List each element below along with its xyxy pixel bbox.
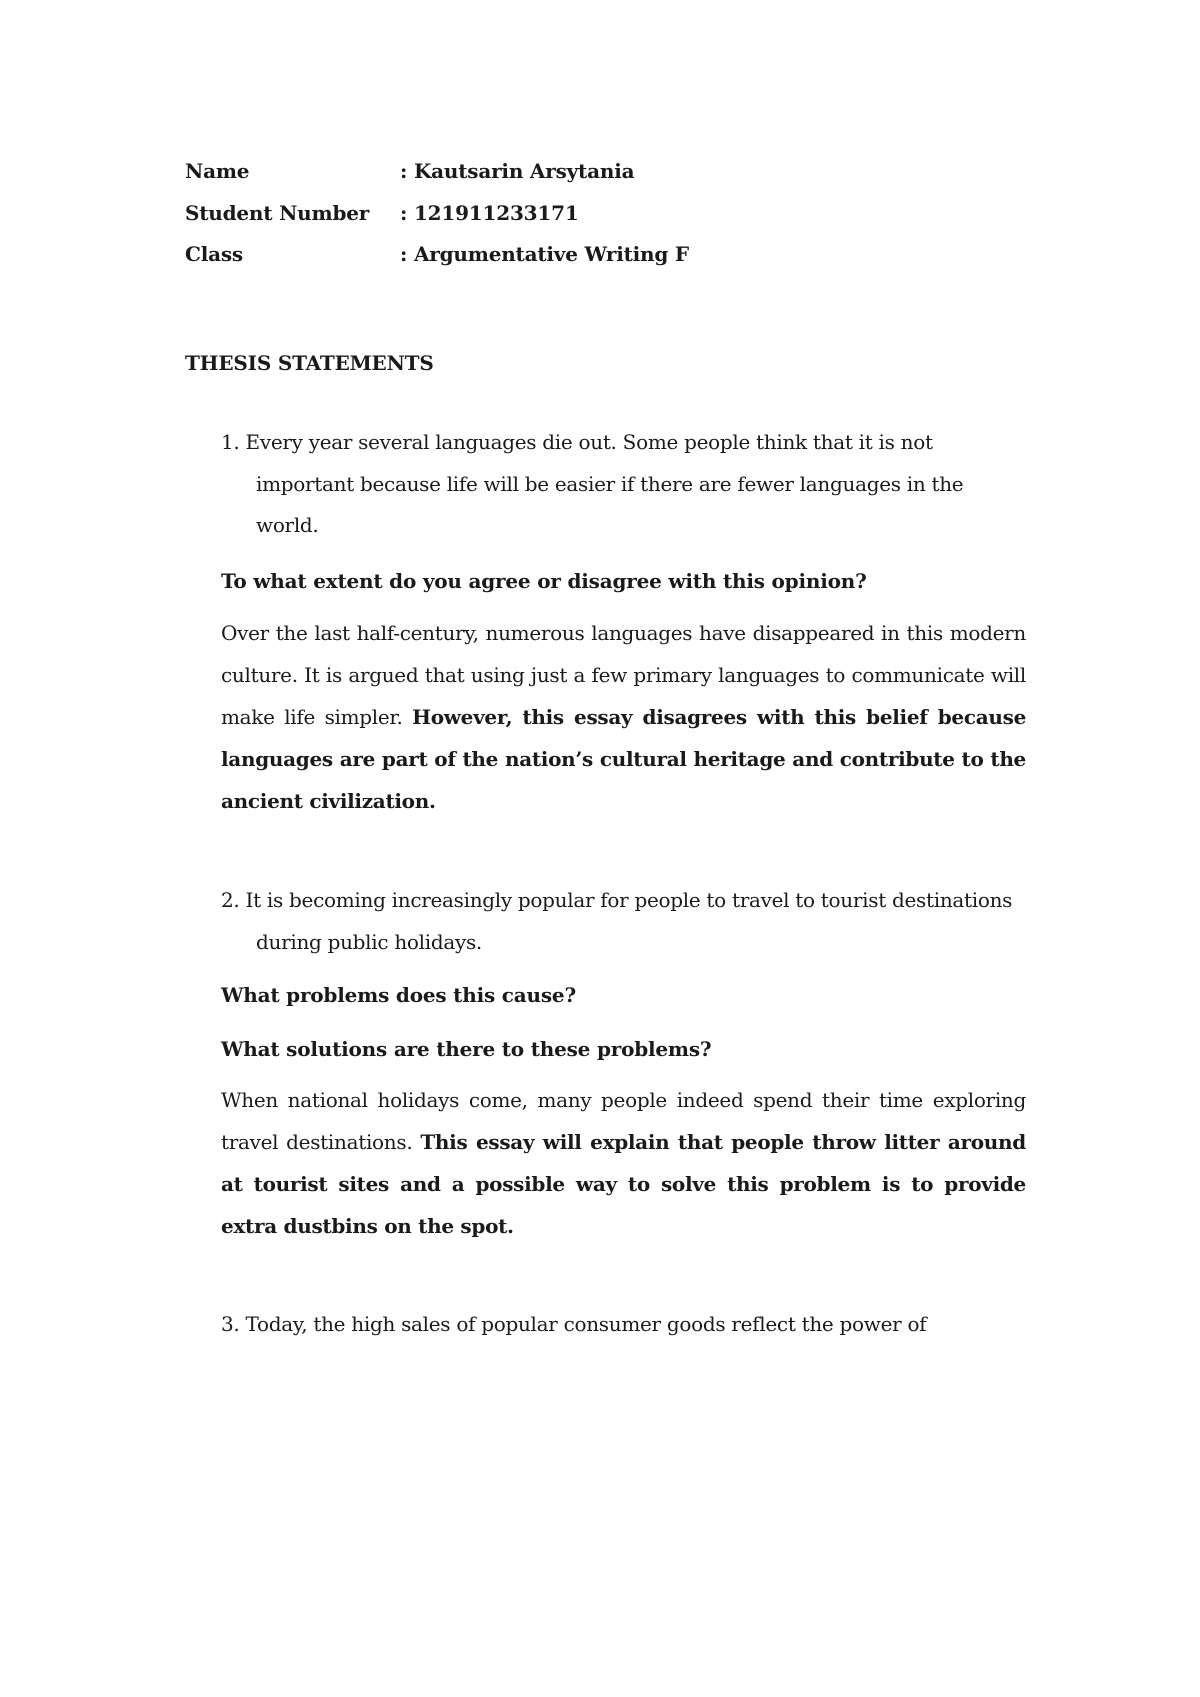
item-2-question-2: What solutions are there to these problems? (221, 1037, 712, 1061)
item-1-answer (221, 612, 1026, 822)
item-2-prompt-line-2: during public holidays. (256, 930, 482, 954)
item-1-prompt-line-1: 1. Every year several languages die out. Some people think that it is not (221, 430, 933, 454)
item-2-question-1: What problems does this cause? (221, 983, 576, 1007)
item-2-prompt-line-1: 2. It is becoming increasingly popular for people to travel to tourist destinations (221, 888, 1013, 912)
class-label: Class (185, 242, 243, 266)
student-number-label: Student Number (185, 201, 370, 225)
section-heading: THESIS STATEMENTS (185, 351, 434, 375)
item-2-answer (221, 1079, 1026, 1247)
item-1-prompt-line-3: world. (256, 513, 319, 537)
student-number-value: : 121911233171 (400, 201, 579, 225)
item-1-answer-plain: Over the last half-century, numerous languages have disappeared in this modern culture. It is argued that using just a few primary languages to communicate will make life simpler. (221, 621, 1026, 729)
class-value: : Argumentative Writing F (400, 242, 689, 266)
item-1-prompt-line-2: important because life will be easier if there are fewer languages in the (256, 472, 964, 496)
name-value: : Kautsarin Arsytania (400, 159, 635, 183)
item-2-thesis-statement: This essay will explain that people throw litter around at tourist sites and a possible way to solve this problem is to provide extra dustbins on the spot. (221, 1130, 1026, 1238)
item-3-prompt-line-1: 3. Today, the high sales of popular consumer goods reflect the power of (221, 1312, 927, 1336)
item-1-question: To what extent do you agree or disagree with this opinion? (221, 569, 867, 593)
item-2-answer-plain: When national holidays come, many people indeed spend their time exploring travel destinations. (221, 1088, 1026, 1154)
name-label: Name (185, 159, 250, 183)
item-1-thesis-statement: However, this essay disagrees with this belief because languages are part of the nation’s cultural heritage and contribute to the ancient civilization. (221, 705, 1026, 813)
